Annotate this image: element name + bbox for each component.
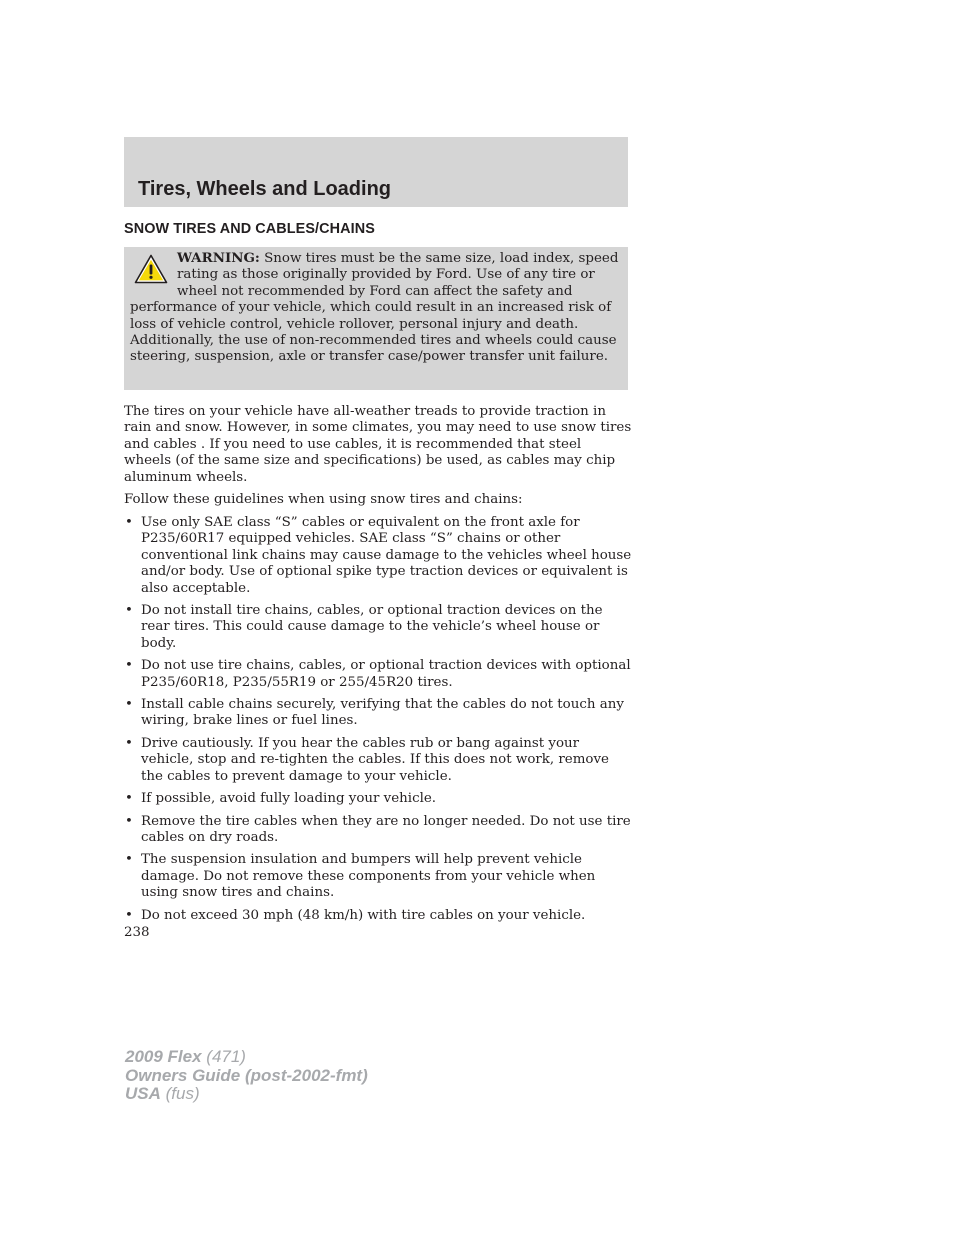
section-heading: SNOW TIRES AND CABLES/CHAINS [124, 221, 375, 237]
footer-line-2 [125, 1067, 368, 1086]
warning-triangle-icon [134, 254, 168, 284]
bullet-dot: • [125, 791, 133, 807]
list-item-text: Do not exceed 30 mph (48 km/h) with tire cables on your vehicle. [141, 907, 586, 923]
list-item-text: Drive cautiously. If you hear the cables rub or bang against your vehicle, stop and re-tighten the cables. If this does not work, remove the cables to prevent damage to your vehicle. [141, 735, 609, 784]
list-item-text: Do not use tire chains, cables, or optional traction devices with optional P235/60R18, P235/55R19 or 255/45R20 tires. [141, 658, 631, 690]
list-item [124, 603, 632, 652]
list-item-text: Install cable chains securely, verifying that the cables do not touch any wiring, brake lines or fuel lines. [141, 697, 624, 729]
page-number: 238 [124, 925, 150, 940]
list-item [124, 814, 632, 847]
footer-model-code: (471) [201, 1047, 246, 1066]
guidelines-list [124, 515, 632, 930]
footer [125, 1048, 368, 1104]
footer-market-code: (fus) [160, 1084, 200, 1103]
footer-line-3 [125, 1085, 368, 1104]
list-item [124, 697, 632, 730]
list-item [124, 908, 632, 924]
bullet-dot: • [125, 852, 133, 868]
warning-label: WARNING: [177, 250, 260, 266]
list-item [124, 852, 632, 901]
footer-market: USA [125, 1084, 161, 1103]
header-band [124, 137, 628, 207]
footer-line-1 [125, 1048, 368, 1067]
guidelines-intro: Follow these guidelines when using snow tires and chains: [124, 492, 523, 507]
bullet-dot: • [125, 603, 133, 619]
list-item [124, 791, 632, 807]
list-item [124, 658, 632, 691]
warning-text [130, 250, 621, 366]
bullet-dot: • [125, 907, 133, 923]
footer-model: 2009 Flex [125, 1047, 202, 1066]
bullet-dot: • [125, 515, 133, 530]
bullet-dot: • [125, 697, 133, 713]
list-item-text: Use only SAE class “S” cables or equivalent on the front axle for P235/60R17 equipped vehicles. SAE class “S” chains or other conventional link chains may cause damage to the vehicles wheel house and/or body. Use of optional spike type traction devices or equivalent is also acceptable. [141, 515, 632, 596]
chapter-title: Tires, Wheels and Loading [138, 178, 392, 200]
intro-paragraph: The tires on your vehicle have all-weather treads to provide traction in rain and snow. However, in some climates, you may need to use snow tires and cables . If you need to use cables, it is recommended that steel wheels (of the same size and specifications) be used, as cables may chip aluminum wheels. [124, 404, 632, 485]
footer-guide: Owners Guide (post-2002-fmt) [125, 1065, 368, 1085]
bullet-dot: • [125, 658, 133, 674]
list-item-text: The suspension insulation and bumpers will help prevent vehicle damage. Do not remove these components from your vehicle when using snow tires and chains. [141, 852, 596, 901]
bullet-dot: • [125, 813, 133, 829]
list-item [124, 736, 632, 785]
list-item-text: Remove the tire cables when they are no longer needed. Do not use tire cables on dry roads. [141, 813, 631, 845]
bullet-dot: • [125, 735, 133, 751]
warning-body: Snow tires must be the same size, load index, speed rating as those originally provided by Ford. Use of any tire or wheel not recommended by Ford can affect the safety and performance of your vehicle, which could result in an increased risk of loss of vehicle control, vehicle rollover, personal injury and death. Additionally, the use of non-recommended tires and wheels could cause steering, suspension, axle or transfer case/power transfer unit failure. [130, 251, 619, 365]
warning-box [124, 247, 628, 390]
list-item [124, 515, 632, 597]
list-item-text: If possible, avoid fully loading your vehicle. [141, 791, 437, 807]
list-item-text: Do not install tire chains, cables, or optional traction devices on the rear tires. This could cause damage to the vehicle’s wheel house or body. [141, 603, 603, 651]
